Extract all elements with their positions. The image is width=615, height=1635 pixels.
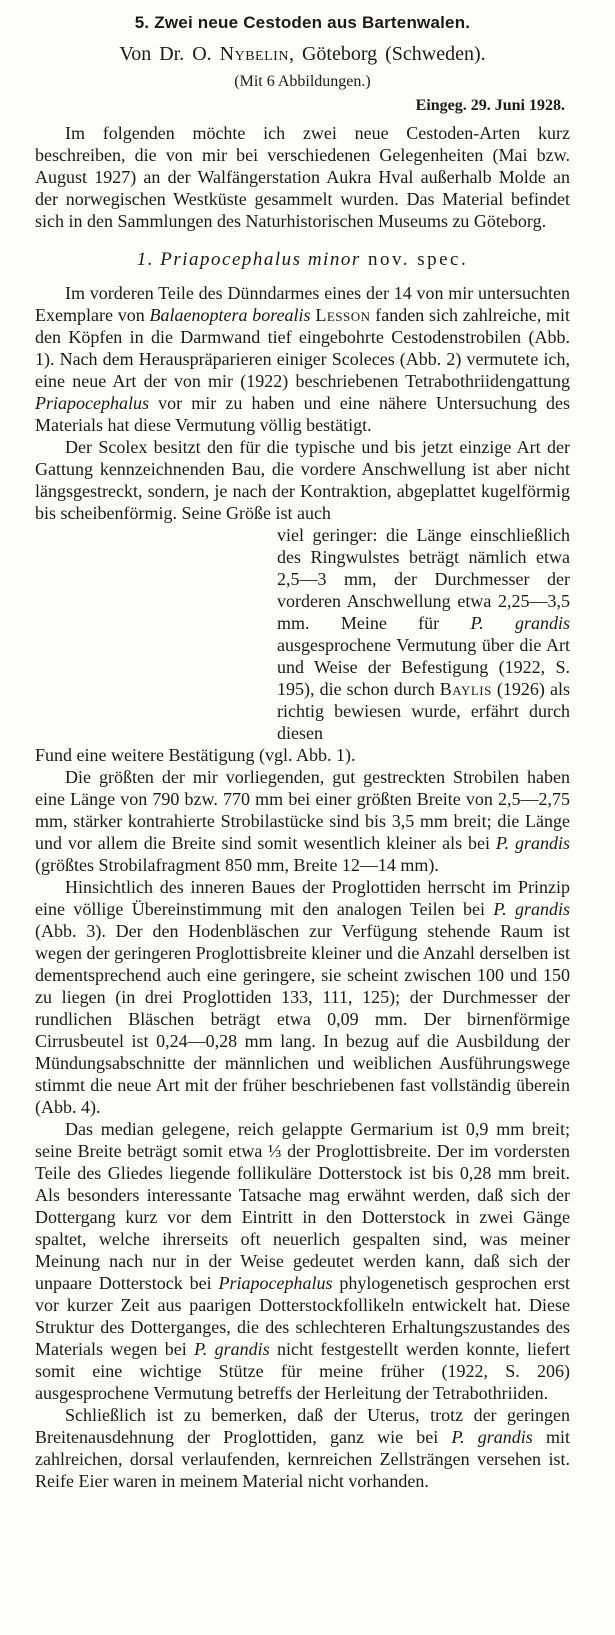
species-p-grandis: P. grandis xyxy=(495,833,571,853)
text-run: Die größten der mir vorliegenden, gut gestreckten Strobilen haben eine Länge von 790 bzw. 770 mm bei einer größten Breite von 2,5—2,75 mm, stärker kontrahierte Strobilastücke sind bis 3,5 mm breit; die Länge und vor allem die Breite sind somit wesentlich kleiner als bei xyxy=(35,767,570,853)
paragraph-strobila-size xyxy=(35,766,570,876)
text-run: ausgesprochene Vermutung über die Art und Weise der Befestigung (1922, S. 195), die schon durch xyxy=(277,635,570,699)
text-run: viel geringer: die Länge einschließlich des Ringwulstes beträgt nämlich etwa 2,5—3 mm, der Durchmesser der vorderen Anschwellung etwa 2,25—3,5 mm. Meine für xyxy=(277,525,570,633)
text-run: vor mir zu haben und eine nähere Untersuchung des Materials hat diese Vermutung völlig bestätigt. xyxy=(35,393,570,435)
paragraph-discovery xyxy=(35,282,570,436)
byline-prefix: Von Dr. O. xyxy=(119,43,220,65)
text-run: Das median gelegene, reich gelappte Germarium ist 0,9 mm breit; seine Breite beträgt somit etwa ⅓ der Proglottisbreite. Der im vordersten Teile des Gliedes liegende follikuläre Dotterstock ist bis 0,28 mm breit. Als besonders interessante Tatsache mag erwähnt werden, daß sich der Dottergang kurz vor dem Eintritt in den Dotterstock in zwei Gänge spaltet, welche ihrerseits oft neuerlich gespalten sind, was meiner Meinung nach nur in der Weise gedeutet werden kann, daß sich der unpaare Dotterstock bei xyxy=(35,1119,570,1293)
text-run: Der Scolex besitzt den für die typische und bis jetzt einzige Art der Gattung kennzeichnenden Bau, die vordere Anschwellung ist aber nicht längsgestreckt, sondern, je nach der Kontraktion, abgeplattet kugelförmig bis scheibenförmig. Seine Größe ist auch xyxy=(35,437,570,523)
species-p-grandis: P. grandis xyxy=(493,899,570,919)
paragraph-scolex xyxy=(35,436,570,524)
figures-note: (Mit 6 Abbildungen.) xyxy=(234,73,371,90)
text-run: Schließlich ist zu bemerken, daß der Uterus, trotz der geringen Breitenausdehnung der Proglottiden, ganz wie bei xyxy=(35,1405,570,1447)
text-run: (1926) als richtig bewiesen wurde, erfährt durch diesen xyxy=(277,679,570,743)
text-run: nicht festgestellt werden konnte, liefert somit eine wichtige Stütze für meine früher (1922, S. 206) ausgesprochene Vermutung betreffs der Herleitung der Tetrabothriiden. xyxy=(35,1339,570,1403)
genus-priapocephalus: Priapocephalus xyxy=(35,393,149,413)
text-run: phylogenetisch gesprochen erst vor kurzer Zeit aus paarigen Dotterstockfollikeln entwickelt hat. Diese Struktur des Dotterganges, die des schlechteren Erhaltungszustandes des Materials wegen bei xyxy=(35,1273,570,1359)
text-run: fanden sich zahlreiche, mit den Köpfen in die Darmwand tief eingebohrte Cestodenstrobilen (Abb. 1). Nach dem Herauspräparieren einiger Scoleces (Abb. 2) vermutete ich, eine neue Art der von mir (1922) beschriebenen Tetrabothriidengattung xyxy=(35,305,570,391)
section-number: 1. xyxy=(136,249,161,270)
paragraph-uterus xyxy=(35,1404,570,1492)
genus-priapocephalus: Priapocephalus xyxy=(218,1273,333,1293)
paragraph-scolex-beside-figure xyxy=(277,524,570,744)
species-rank: nov. spec. xyxy=(360,249,469,270)
text-run: (Abb. 3). Der den Hodenbläschen zur Verfügung stehende Raum ist wegen der geringeren Proglottisbreite kleiner und die Anzahl derselben ist dementsprechend auch eine geringere, sie scheint zwischen 100 und 150 zu liegen (in drei Proglottiden 133, 111, 125); der Durchmesser der rundlichen Bläschen beträgt etwa 0,09 mm. Der birnenförmige Cirrusbeutel ist 0,24—0,28 mm lang. In bezug auf die Ausbildung der Mündungsabschnitte der männlichen und weiblichen Ausführungswege stimmt die neue Art mit der früher beschriebenen fast vollständig überein (Abb. 4). xyxy=(35,921,570,1117)
text-run: (größtes Strobilafragment 850 mm, Breite 12—14 mm). xyxy=(35,855,439,875)
byline xyxy=(35,42,570,66)
species-p-grandis: P. grandis xyxy=(194,1339,270,1359)
figure-placeholder xyxy=(35,524,277,744)
text-run: Im folgenden möchte ich zwei neue Cestoden-Arten kurz beschreiben, die von mir bei verschiedenen Gelegenheiten (Mai bzw. August 1927) an der Walfängerstation Aukra Hval außerhalb Molde an der norwegischen Westküste gesammelt wurden. Das Material befindet sich in den Sammlungen des Naturhistorischen Museums zu Göteborg. xyxy=(35,123,570,231)
authority-lesson: Lesson xyxy=(315,305,371,325)
species-name: Priapocephalus minor xyxy=(160,249,361,270)
species-p-grandis: P. grandis xyxy=(451,1427,533,1447)
article-title: 5. Zwei neue Cestoden aus Bartenwalen. xyxy=(134,13,471,32)
paragraph-intro xyxy=(35,122,570,232)
species-balaenoptera-borealis: Balaenoptera borealis xyxy=(149,305,311,325)
figure-text-wrap xyxy=(35,524,570,744)
paragraph-germarium-vitellarium xyxy=(35,1118,570,1404)
authority-baylis: Baylis xyxy=(439,679,492,699)
byline-suffix: , Göteborg (Schweden). xyxy=(288,43,486,65)
text-run: mit zahlreichen, dorsal verlaufenden, kernreichen Zellsträngen versehen ist. Reife Eier waren in meinem Material nicht vorhanden. xyxy=(35,1427,570,1491)
text-run: Hinsichtlich des inneren Baues der Proglottiden herrscht im Prinzip eine völlige Übereinstimmung mit den analogen Teilen bei xyxy=(35,877,570,919)
section-heading xyxy=(35,248,570,271)
text-run: Fund eine weitere Bestätigung (vgl. Abb. 1). xyxy=(35,745,356,765)
author-name: Nybelin xyxy=(219,43,289,65)
received-date: Eingeg. 29. Juni 1928. xyxy=(415,97,565,114)
text-run: Im vorderen Teile des Dünndarmes eines der 14 von mir untersuchten Exemplare von xyxy=(35,283,570,325)
paragraph-scolex-continuation xyxy=(35,744,570,766)
paragraph-proglottids xyxy=(35,876,570,1118)
species-p-grandis: P. grandis xyxy=(470,613,571,633)
